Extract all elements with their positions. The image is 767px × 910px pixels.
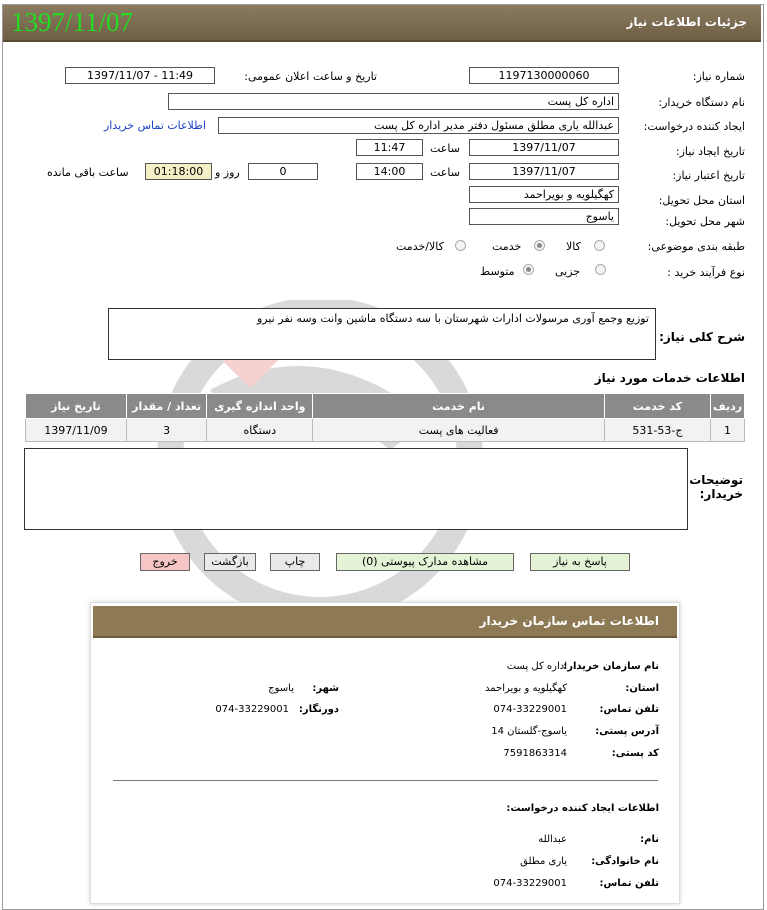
category-option-service: خدمت <box>492 240 522 253</box>
process-radio-partial[interactable] <box>595 264 606 275</box>
city-field: یاسوج <box>469 208 619 225</box>
fax-label: دورنگار: <box>298 704 339 715</box>
creator-field: عبدالله یاری مطلق مسئول دفتر مدیر اداره کل پست <box>218 117 619 134</box>
col-row: ردیف <box>710 394 744 419</box>
process-radio-medium[interactable] <box>523 264 534 275</box>
need-number-label: شماره نیاز: <box>692 70 745 83</box>
services-table <box>25 393 745 442</box>
contact-province-label: استان: <box>625 683 659 694</box>
remaining-time-field: 01:18:00 <box>145 163 212 180</box>
category-label: طبقه بندی موضوعی: <box>647 240 745 253</box>
buyer-contact-panel <box>90 602 680 904</box>
services-header-row <box>26 394 745 419</box>
print-button[interactable]: چاپ <box>270 553 320 571</box>
buyer-label: نام دستگاه خریدار: <box>658 96 745 109</box>
category-radio-goods[interactable] <box>594 240 605 251</box>
postal-code-label: کد پستی: <box>611 748 659 759</box>
cell-need-date: 1397/11/09 <box>26 419 127 442</box>
process-label: نوع فرآیند خرید : <box>667 266 745 279</box>
page-title: جزئیات اطلاعات نیاز <box>626 15 747 29</box>
buyer-field: اداره کل پست <box>168 93 619 110</box>
col-service-name: نام خدمت <box>313 394 605 419</box>
announce-field: 1397/11/07 - 11:49 <box>65 67 215 84</box>
valid-time-field: 14:00 <box>356 163 423 180</box>
description-textarea[interactable]: توزیع وجمع آوری مرسولات ادارات شهرستان با سه دستگاه ماشین وانت وسه نفر نیرو <box>108 308 656 360</box>
announce-label: تاریخ و ساعت اعلان عمومی: <box>244 70 377 83</box>
days-label: روز و <box>215 166 240 179</box>
process-option-partial: جزیی <box>555 265 581 278</box>
buyer-contact-link[interactable]: اطلاعات تماس خریدار <box>104 119 206 132</box>
category-option-goods: کالا <box>566 240 581 253</box>
process-option-medium: متوسط <box>480 265 515 278</box>
reply-button[interactable]: پاسخ به نیاز <box>530 553 630 571</box>
creator-phone-value: 074-33229001 <box>493 878 567 889</box>
create-time-field: 11:47 <box>356 139 423 156</box>
category-radio-service[interactable] <box>534 240 545 251</box>
cell-quantity: 3 <box>126 419 206 442</box>
contact-panel-title: اطلاعات تماس سازمان خریدار <box>479 614 659 628</box>
contact-panel-header <box>93 606 677 638</box>
cell-row: 1 <box>710 419 744 442</box>
address-label: آدرس پستی: <box>595 726 659 737</box>
province-label: استان محل تحویل: <box>658 194 745 207</box>
buyer-notes-label: توضیحات خریدار: <box>689 473 743 501</box>
postal-code-value: 7591863314 <box>503 748 567 759</box>
contact-city-label: شهر: <box>312 683 339 694</box>
description-label: شرح کلی نیاز: <box>659 330 745 344</box>
valid-date-label: تاریخ اعتبار نیاز: <box>672 169 745 182</box>
creator-family-label: نام خانوادگی: <box>591 856 659 867</box>
contact-city-value: یاسوج <box>268 683 294 694</box>
title-bar <box>3 5 761 42</box>
valid-time-label: ساعت <box>430 166 460 179</box>
services-title: اطلاعات خدمات مورد نیاز <box>594 371 745 385</box>
valid-date-field: 1397/11/07 <box>469 163 619 180</box>
remaining-label: ساعت باقی مانده <box>47 166 129 179</box>
creator-name-label: نام: <box>640 834 659 845</box>
category-option-both: کالا/خدمت <box>396 240 444 253</box>
creator-phone-label: تلفن تماس: <box>599 878 659 889</box>
address-value: یاسوج-گلستان 14 <box>491 726 567 737</box>
creator-label: ایجاد کننده درخواست: <box>643 120 745 133</box>
col-service-code: کد خدمت <box>604 394 710 419</box>
org-name-value: اداره کل پست <box>506 661 567 672</box>
col-need-date: تاریخ نیاز <box>26 394 127 419</box>
create-date-label: تاریخ ایجاد نیاز: <box>675 145 745 158</box>
view-documents-button[interactable]: مشاهده مدارک پیوستی (0) <box>336 553 514 571</box>
exit-button[interactable]: خروج <box>140 553 190 571</box>
province-field: کهگیلویه و بویراحمد <box>469 186 619 203</box>
creator-name-value: عبدالله <box>538 834 567 845</box>
table-row <box>26 419 745 442</box>
contact-province-value: کهگیلویه و بویراحمد <box>485 683 567 694</box>
city-label: شهر محل تحویل: <box>665 215 745 228</box>
contact-phone-value: 074-33229001 <box>493 704 567 715</box>
create-date-field: 1397/11/07 <box>469 139 619 156</box>
fax-value: 074-33229001 <box>215 704 289 715</box>
creator-info-title: اطلاعات ایجاد کننده درخواست: <box>506 803 659 814</box>
cell-service-name: فعالیت های پست <box>313 419 605 442</box>
cell-unit: دستگاه <box>207 419 313 442</box>
org-name-label: نام سازمان خریدار: <box>563 661 659 672</box>
create-time-label: ساعت <box>430 142 460 155</box>
back-button[interactable]: بازگشت <box>204 553 256 571</box>
cell-service-code: ج-53-531 <box>604 419 710 442</box>
creator-family-value: یاری مطلق <box>520 856 567 867</box>
category-radio-both[interactable] <box>455 240 466 251</box>
col-unit: واحد اندازه گیری <box>207 394 313 419</box>
need-number-field: 1197130000060 <box>469 67 619 84</box>
contact-phone-label: تلفن تماس: <box>599 704 659 715</box>
buyer-notes-textarea[interactable] <box>24 448 688 530</box>
date-banner: 1397/11/07 <box>11 7 134 37</box>
col-quantity: تعداد / مقدار <box>126 394 206 419</box>
contact-divider <box>113 780 658 781</box>
days-field: 0 <box>248 163 318 180</box>
